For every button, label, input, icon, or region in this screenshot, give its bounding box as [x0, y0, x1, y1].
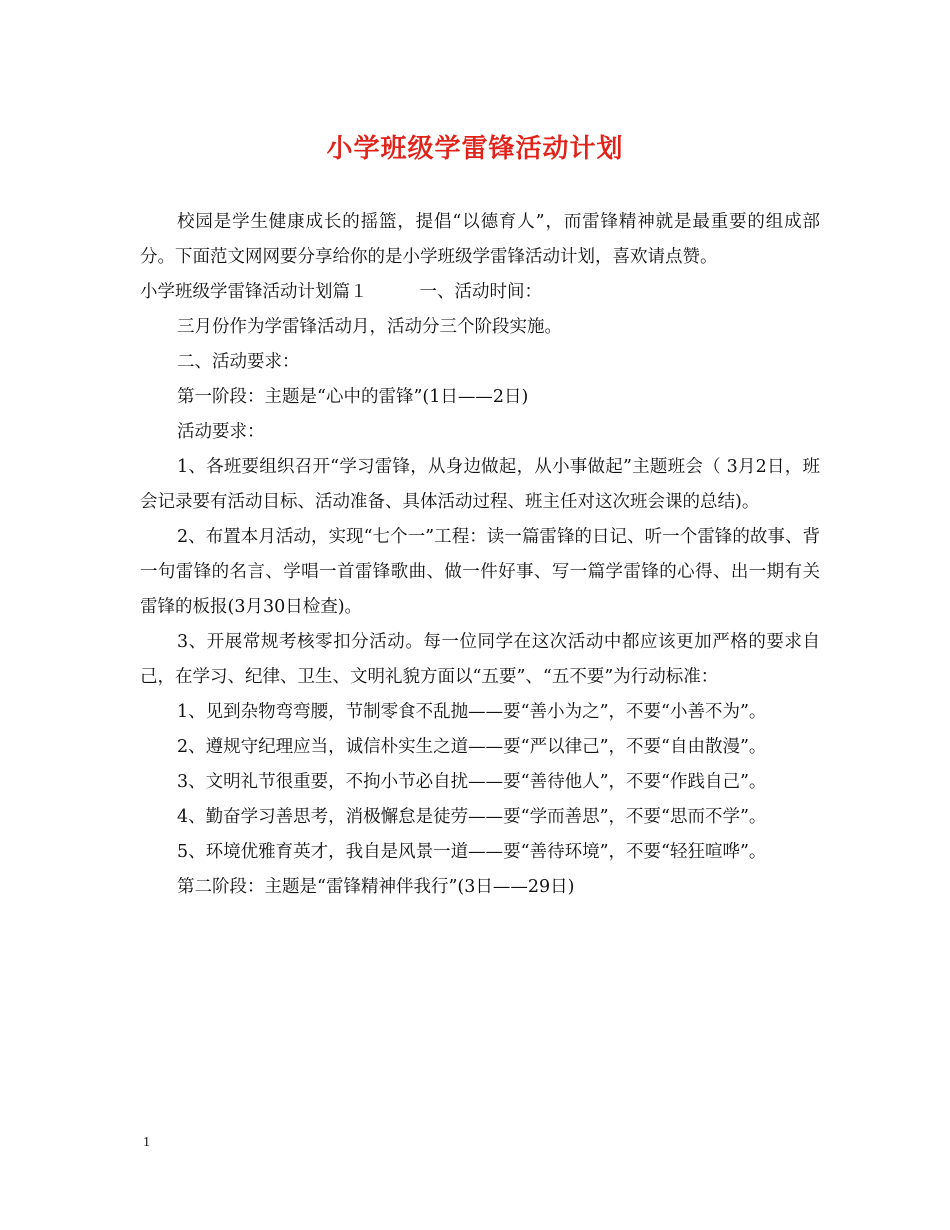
paragraph-6: 2、布置本月活动，实现“七个一”工程：读一篇雷锋的日记、听一个雷锋的故事、背一句雷锋的名言、学唱一首雷锋歌曲、做一件好事、写一篇学雷锋的心得、出一期有关雷锋的板报(3月30日检查)。: [140, 527, 820, 617]
paragraph-3: 第一阶段：主题是“心中的雷锋”(1日——2日): [177, 387, 529, 407]
section-heading-left: 小学班级学雷锋活动计划篇１: [140, 282, 368, 302]
paragraph-12: 5、环境优雅育英才，我自是风景一道——要“善待环境”，不要“轻狂喧哗”。: [177, 842, 767, 862]
paragraph-10: 3、文明礼节很重要，不拘小节必自扰——要“善待他人”，不要“作践自己”。: [177, 772, 767, 792]
intro-paragraph: 校园是学生健康成长的摇篮，提倡“以德育人”，而雷锋精神就是最重要的组成部分。下面范文网网要分享给你的是小学班级学雷锋活动计划，喜欢请点赞。: [140, 212, 820, 267]
document-body: [140, 205, 820, 905]
paragraph-11: 4、勤奋学习善思考，消极懈怠是徒劳——要“学而善思”，不要“思而不学”。: [177, 807, 767, 827]
paragraph-7: 3、开展常规考核零扣分活动。每一位同学在这次活动中都应该更加严格的要求自己，在学习、纪律、卫生、文明礼貌方面以“五要”、“五不要”为行动标准：: [140, 632, 820, 687]
page-number: 1: [143, 1135, 150, 1150]
section-heading-right: 一、活动时间：: [419, 282, 542, 302]
paragraph-9: 2、遵规守纪理应当，诚信朴实生之道——要“严以律己”，不要“自由散漫”。: [177, 737, 767, 757]
paragraph-8: 1、见到杂物弯弯腰，节制零食不乱抛——要“善小为之”，不要“小善不为”。: [177, 702, 767, 722]
paragraph-1: 三月份作为学雷锋活动月，活动分三个阶段实施。: [177, 317, 562, 337]
document-title: 小学班级学雷锋活动计划: [326, 134, 624, 164]
paragraph-4: 活动要求：: [177, 422, 265, 442]
paragraph-2: 二、活动要求：: [177, 352, 300, 372]
section-heading-line: [140, 275, 820, 310]
paragraph-5: 1、各班要组织召开“学习雷锋，从身边做起，从小事做起”主题班会（ 3月2日，班会记录要有活动目标、活动准备、具体活动过程、班主任对这次班会课的总结)。: [140, 457, 820, 512]
paragraph-13: 第二阶段：主题是“雷锋精神伴我行”(3日——29日): [177, 877, 575, 897]
